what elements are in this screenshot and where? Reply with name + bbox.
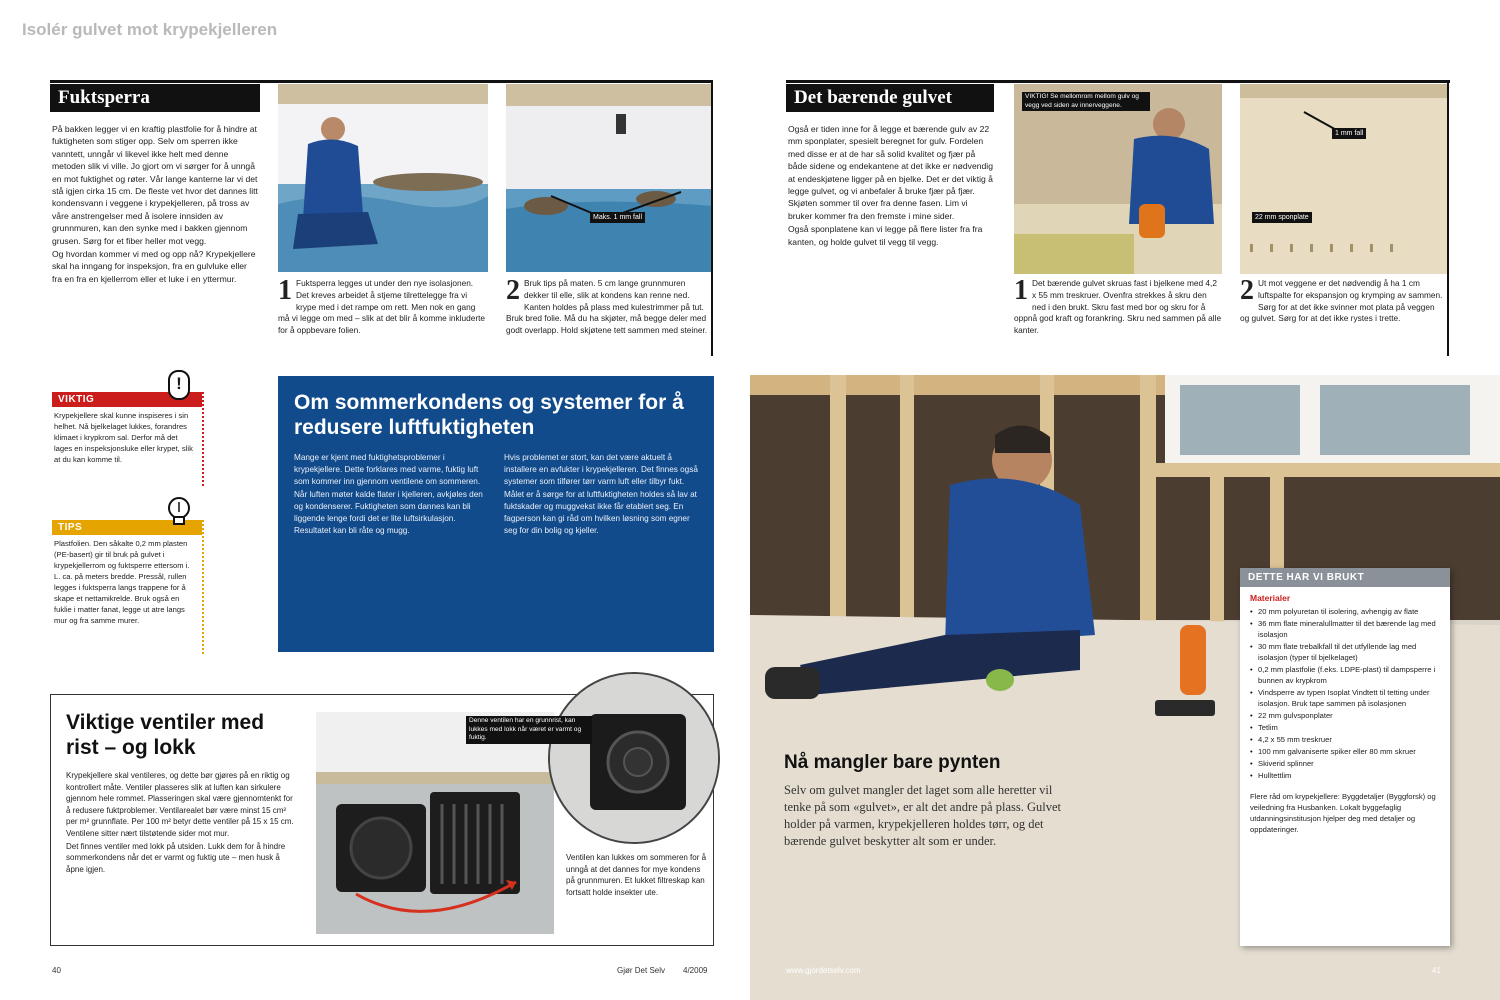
sommerkondens-col1: Mange er kjent med fuktighetsproblemer i krypekjellere. Dette forklares med varme, fuktig luft som kommer inn gjennom ventilene om sommeren. Når luften møter kalde flater i kjelleren, avkjøles den og kondenserer. Fuktigheten som dannes kan bli liggende lenge fordi det er lite luftsirkulasjon. Resultatet kan bli råte og mugg.	[294, 453, 483, 536]
materials-box	[1240, 568, 1450, 946]
ventiler-paragraph: Krypekjellere skal ventileres, og dette bør gjøres på en riktig og kontrollert måte. Ventiler plasseres slik at luften kan sirkulere gjennom hele rommet. Plasseringen skal være gjennomtenkt for å redusere fuktproblemer. Ventilarealet bør være minst 15 cm² per m² grunnflate. Per 100 m² betyr dette ventiler på 15 x 15 cm. Ventilene sitter nært tilstøtende sider mot mur.	[66, 771, 294, 838]
materials-footer: Flere råd om krypekjellere: Byggdetaljer (Byggforsk) og veiledning fra Husbanken. Lokalt byggefaglig utdanningsinstitusjon hjelper deg med detaljer og oppdateringer.	[1250, 792, 1436, 834]
photo-sloped-ground	[506, 84, 713, 272]
materials-item: • 4,2 x 55 mm treskruer	[1250, 734, 1440, 745]
materials-item: • Tetlim	[1250, 722, 1440, 733]
sommerkondens-title: Om sommerkondens og systemer for å redusere luftfuktigheten	[294, 391, 684, 439]
photo4-callout-board: 22 mm sponplate	[1252, 212, 1312, 223]
photo-chipboard-closeup	[1240, 84, 1448, 274]
fuktsperra-paragraph: På bakken legger vi en kraftig plastfolie for å hindre at fuktigheten som stiger opp. Selv om sperren ikke vanntett, unngår vi likevel ikke helt med denne metoden slik vi ville. Jo gjort om vi sørger for å unngå en mot fuktighet og røter. Vår lange kanterne lar vi det stå igjen cirka 15 cm. De fleste vet hvor det dannes litt kondensvann i veggene i krypekjelleren, på tross av våre anstrengelser med å isolere innsiden av grunnmuren, kan den synke med i bakken gjennom grusen. Sørg for et fiber heller mot vegg.	[52, 124, 258, 246]
running-head: Isolér gulvet mot krypekjelleren	[22, 20, 278, 39]
vent-photo-callout: Denne ventilen har en grunnrist, kan lukkes med lokk når været er varmt og fuktig.	[466, 716, 592, 744]
vent-closeup-inset	[548, 672, 720, 844]
step-text: Fuktsperra legges ut under den nye isolasjonen. Det kreves arbeidet å stjeme tilrettelegge fra vi krype med i det rampe om rett. Men nok en gang må vi legge om med – slik at det blir å komme inkluderte for å oppbevare folien.	[278, 278, 486, 336]
tips-box	[52, 520, 204, 654]
fuktsperra-paragraph: Og hvordan kommer vi med og opp nå? Krypekjellere skal ha inngang for inspeksjon, fra en gulvluke eller fra en fra en kjellerrom eller et luke i en yttermur.	[52, 249, 256, 284]
website-link[interactable]: www.gjordetselv.com	[786, 966, 861, 975]
ventiler-caption: Ventilen kan lukkes om sommeren for å unngå at det dannes for mye kondens på grunnmuren. Et lukket filtreskap kan fortsatt holde insekter ute.	[566, 853, 707, 897]
issue-number: 4/2009	[683, 966, 708, 975]
folio-right: 41	[1432, 966, 1441, 975]
sommerkondens-box	[278, 376, 714, 652]
materials-box-label: DETTE HAR VI BRUKT	[1240, 568, 1450, 587]
materials-item: • 100 mm galvaniserte spiker eller 80 mm skruer	[1250, 746, 1440, 757]
step-number: 1	[1014, 275, 1028, 306]
step-number: 2	[506, 275, 520, 306]
photo-vents	[316, 712, 554, 934]
materials-item: • Skiverid splinner	[1250, 758, 1440, 769]
viktig-box	[52, 392, 204, 486]
materials-item: • 36 mm flate mineralullmatter til det bærende lag med isolasjon	[1250, 618, 1440, 640]
step-text: Bruk tips på maten. 5 cm lange grunnmuren dekker til elle, slik at kondens kan renne ned. Kanten holdes på plass med kulestrimmer på tut. Bruk bred folie. Må du ha skjøter, må begge deler med godt overlapp. Hold skjøtene tett sammen med steiner.	[506, 278, 708, 336]
materials-list	[1250, 606, 1440, 781]
vertical-rule	[1447, 80, 1449, 356]
fuktsperra-body	[52, 123, 258, 286]
materials-item: • Vindsperre av typen Isoplat Vindtett til tetting under isolasjon. Bruk tape sammen på isolasjonen	[1250, 687, 1440, 709]
magazine-name: Gjør Det Selv	[617, 966, 666, 975]
sommerkondens-columns	[294, 452, 698, 537]
step-1-left	[278, 275, 486, 337]
top-rule-left	[50, 80, 713, 83]
materials-item: • Hulltettlim	[1250, 770, 1440, 781]
step-2-left	[506, 275, 709, 337]
viktig-text: Krypekjellere skal kunne inspiseres i sin helhet. Nå bjelkelaget lukkes, forandres klimaet i krypkrom sal. Derfor må det lages en inspeksjonsluke eller krypet, slik at du kan komme til.	[54, 411, 193, 464]
na-mangler-title: Nå mangler bare pynten	[784, 752, 1001, 773]
tips-text: Plastfolien. Den såkalte 0,2 mm plasten (PE-basert) gir til bruk på gulvet i krypekjellerrom og fuktsperre ettersom i. L. ca. på meters bredde. Pressål, rullen legges i fuktsperra langs trappene for å skape et nettamikrelde. Bruk også en fuklie i matter fanat, legge ut atre langs mur og fra samme murer.	[54, 539, 190, 625]
step-text: Ut mot veggene er det nødvendig å ha 1 cm luftspalte for ekspansjon og krymping av sammen. Sørg for at det ikke svinner mot plata på veggen og gulvet. Sørg for at det ikke rystes i trette.	[1240, 278, 1443, 324]
fuktsperra-title: Fuktsperra	[50, 84, 260, 112]
photo-laying-vapor-barrier	[278, 84, 488, 272]
sommerkondens-col2: Hvis problemet er stort, kan det være aktuelt å installere en avfukter i krypekjelleren. Det finnes også systemer som tilfører tørr varm luft eller tilbyr fukt. Målet er å sørge for at luftfuktigheten holdes så lav at fuktskader og muggvekst ikke får etablert seg. En fagperson kan gi råd om hvilken løsning som egner seg for din bolig og kjeller.	[504, 453, 698, 536]
materials-item: • 0,2 mm plastfolie (f.eks. LDPE-plast) til dampsperre i bunnen av krypkrom	[1250, 664, 1440, 686]
ventiler-body	[66, 770, 294, 876]
photo4-callout-gap: 1 mm fall	[1332, 128, 1366, 139]
materials-item: • 30 mm flate trebalkfall til det utfyllende lag med isolasjon (typer til bjelkelaget)	[1250, 641, 1440, 663]
ventiler-title: Viktige ventiler med rist – og lokk	[66, 711, 265, 759]
photo-screwing-floor	[1014, 84, 1222, 274]
folio-left: 40	[52, 966, 61, 975]
baerende-paragraph: Også sponplatene kan vi legge på flere lister fra fra kanten, og holde gulvet til vegg til vegg.	[788, 224, 983, 247]
materials-item: • 22 mm gulvsponplater	[1250, 710, 1440, 721]
step-number: 2	[1240, 275, 1254, 306]
baerende-title: Det bærende gulvet	[786, 84, 994, 112]
viktig-label: VIKTIG	[52, 392, 202, 407]
exclamation-icon: !	[168, 370, 190, 400]
ventiler-paragraph: Det finnes ventiler med lokk på utsiden. Lukk dem for å hindre sommerkondens når det er varmt og fuktig ute – men husk å åpne igjen.	[66, 841, 286, 874]
top-rule-right	[786, 80, 1450, 83]
materials-item: • 20 mm polyuretan til isolering, avhengig av flate	[1250, 606, 1440, 617]
photo2-callout: Maks. 1 mm fall	[590, 212, 645, 223]
step-2-right	[1240, 275, 1445, 325]
step-number: 1	[278, 275, 292, 306]
vertical-rule	[711, 80, 713, 356]
lightbulb-icon	[166, 496, 192, 528]
step-1-right	[1014, 275, 1222, 337]
photo3-callout: VIKTIG! Se mellomrom mellom gulv og vegg ved siden av innerveggene.	[1022, 92, 1150, 111]
na-mangler-text: Selv om gulvet mangler det laget som alle heretter vil tenke på som «gulvet», er alt det andre på plass. Gulvet holder på varmen, krypekjelleren holdes tørr, og det bærende gulvet beskytter alt som er under.	[784, 783, 1062, 848]
tips-label: TIPS	[52, 520, 202, 535]
baerende-paragraph: Også er tiden inne for å legge et bærende gulv av 22 mm sponplater, spesielt beregnet for gulv. Fordelen med disse er at de har så solid kvalitet og fjær på både sidene og endekantene at det ikke er nødvendig at endeskjøtene ligger på en bjelke. Det er det viktig å legge gulvet, og vi anbefaler å bruke fjær på fjær. Skjøten sommer til over fra denne fasen. Lim vi bruker kommer fra den fremste i mine sider.	[788, 124, 993, 221]
baerende-body	[788, 123, 994, 249]
materials-heading: Materialer	[1250, 593, 1291, 603]
step-text: Det bærende gulvet skruas fast i bjelkene med 4,2 x 55 mm treskruer. Ovenfra strekkes å skru den ned i den brukt. Skru fast med bor og skru for å oppnå god kraft og forankring. Skru ned sammen på alle kanter.	[1014, 278, 1222, 336]
